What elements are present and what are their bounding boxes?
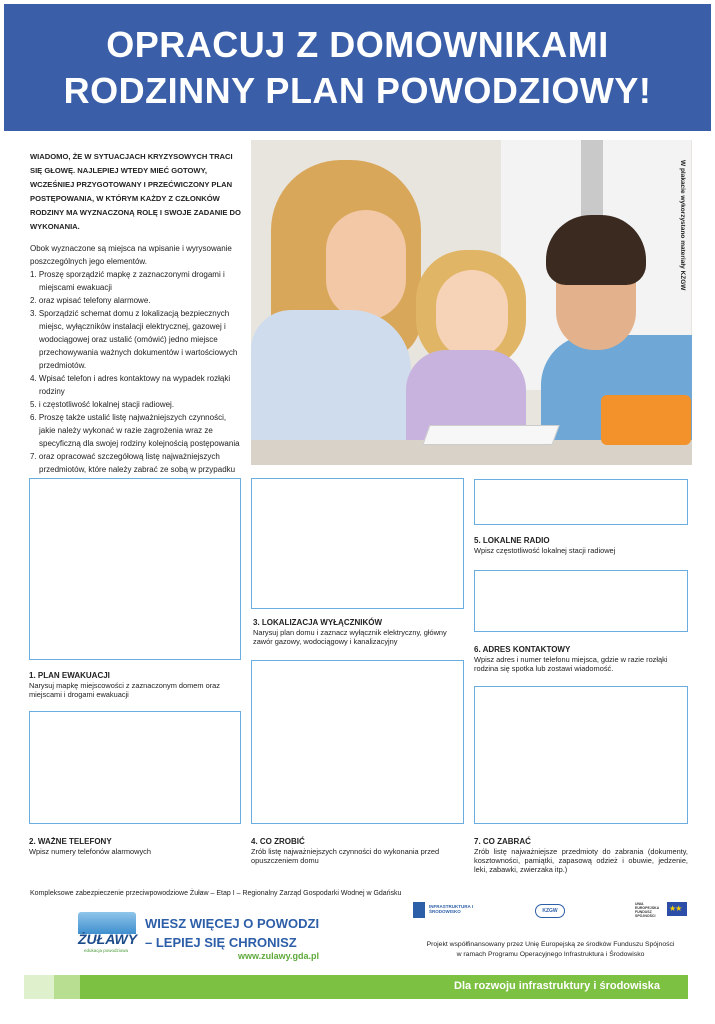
poster-title-line-1: OPRACUJ Z DOMOWNIKAMI <box>106 23 609 65</box>
book <box>422 425 559 445</box>
todo-desc: Zrób listę najważniejszych czynności do wykonania przed opuszczeniem domu <box>251 847 440 865</box>
partner-logos <box>413 900 688 922</box>
zulawy-logo: ŻUŁAWY edukacja powodziowa <box>78 912 136 956</box>
contact-desc: Wpisz adres i numer telefonu miejsca, gdzie w razie rozłąki rodzina się spotka lub zostawi wiadomość. <box>474 655 668 673</box>
intro-steps-list <box>30 268 244 489</box>
phones-title: 2. WAŻNE TELEFONY <box>29 837 112 846</box>
intro-step: 4. Wpisać telefon i adres kontaktowy na wypadek rozłąki rodziny <box>30 374 231 396</box>
radio-title: 5. LOKALNE RADIO <box>474 536 550 545</box>
phones-desc: Wpisz numery telefonów alarmowych <box>29 847 151 856</box>
todo-label <box>251 837 464 865</box>
todo-box[interactable] <box>251 660 464 824</box>
take-desc: Zrób listę najważniejsze przedmioty do zabrania (dokumenty, kosztowności, pamiątki, zapasową odzież i obuwie, jedzenie, leki, zabawki, zwierzaka itp.) <box>474 847 688 874</box>
flag-icon <box>413 902 425 918</box>
intro-step: 5. i częstotliwość lokalnej stacji radiowej. <box>30 400 175 409</box>
radio-box[interactable] <box>474 570 688 632</box>
take-label <box>474 837 688 874</box>
evacuation-plan-title: 1. PLAN EWAKUACJI <box>29 671 110 680</box>
contact-title: 6. ADRES KONTAKTOWY <box>474 645 571 654</box>
poster-header <box>4 4 711 131</box>
bottom-banner <box>24 975 688 999</box>
intro-lead: WIADOMO, ŻE W SYTUACJACH KRYZYSOWYCH TRACI SIĘ GŁOWĘ. NAJLEPIEJ WTEDY MIEĆ GOTOWY, WCZEŚNIEJ PRZYGOTOWANY I PRZEĆWICZONY PLAN POSTĘPOWANIA, W KTÓRYM KAŻDY Z CZŁONKÓW RODZINY MA WYZNACZONĄ ROLĘ I SWOJE ZADANIE DO WYKONANIA. <box>30 152 241 231</box>
contact-label <box>474 645 688 673</box>
intro-step: 2. oraz wpisać telefony alarmowe. <box>30 296 151 305</box>
eu-fund-caption: UNIA EUROPEJSKA FUNDUSZ SPÓJNOŚCI <box>635 902 659 918</box>
phones-label <box>29 837 241 856</box>
infrastructure-logo: INFRASTRUKTURA I ŚRODOWISKO <box>413 900 483 922</box>
phones-box[interactable] <box>29 711 241 824</box>
switches-label <box>253 618 464 646</box>
todo-title: 4. CO ZROBIĆ <box>251 837 305 846</box>
evacuation-plan-desc: Narysuj mapkę miejscowości z zaznaczonym domem oraz miejscami i drogami ewakuacji <box>29 681 220 699</box>
switches-desc: Narysuj plan domu i zaznacz wyłącznik elektryczny, główny zawór gazowy, wodociągowy i kanalizacyjny <box>253 628 447 646</box>
project-caption: Kompleksowe zabezpieczenie przeciwpowodziowe Żuław – Etap I – Regionalny Zarząd Gospodarki Wodnej w Gdańsku <box>30 890 402 897</box>
evacuation-plan-label <box>29 671 241 699</box>
intro-step: 7. oraz opracować szczegółową listę najważniejszych przedmiotów, które należy zabrać ze sobą w przypadku <box>30 452 236 474</box>
eu-flag-icon: ★★ <box>667 902 687 916</box>
poster-title-line-2: RODZINNY PLAN POWODZIOWY! <box>63 69 652 111</box>
switches-title: 3. LOKALIZACJA WYŁĄCZNIKÓW <box>253 618 383 627</box>
radio-label <box>474 536 688 555</box>
contact-box[interactable] <box>474 686 688 824</box>
orange-tablet <box>601 395 691 445</box>
intro-step: 1. Proszę sporządzić mapkę z zaznaczonymi drogami i miejscami ewakuacji <box>30 270 225 292</box>
photo-credit: W plakacie wykorzystano materiały KZGW <box>679 160 686 291</box>
intro-step: 6. Proszę także ustalić listę najważniejszych czynności, jakie należy wykonać w razie zagrożenia wraz ze specyficzną dla swojej rodziny kolejnością postępowania <box>30 413 240 448</box>
campaign-slogan: WIESZ WIĘCEJ O POWODZI – LEPIEJ SIĘ CHRONISZ <box>145 916 320 950</box>
switches-box[interactable] <box>251 478 464 609</box>
take-title: 7. CO ZABRAĆ <box>474 837 531 846</box>
cofinance-note: Projekt współfinansowany przez Unię Europejską ze środków Funduszu Spójności w ramach Programu Operacyjnego Infrastruktura i Środowisko <box>426 941 675 958</box>
banner-text: Dla rozwoju infrastruktury i środowiska <box>454 980 660 992</box>
radio-box-top[interactable] <box>474 479 688 525</box>
website-link[interactable]: www.zulawy.gda.pl <box>238 951 320 961</box>
radio-desc: Wpisz częstotliwość lokalnej stacji radiowej <box>474 546 616 555</box>
family-photo <box>251 140 692 465</box>
evacuation-plan-box[interactable] <box>29 478 241 660</box>
intro-step: 3. Sporządzić schemat domu z lokalizacją bezpiecznych miejsc, wyłączników instalacji elektrycznej, gazowej i wodociągowej oraz ustalić (omówić) jedno miejsce przechowywania ważnych dokumentów i wartościowych przedmiotów. <box>30 309 238 370</box>
intro-paragraph: Obok wyznaczone są miejsca na wpisanie i wyrysowanie poszczególnych jego elementów. <box>30 244 232 266</box>
kzgw-logo: KZGW <box>535 904 565 918</box>
